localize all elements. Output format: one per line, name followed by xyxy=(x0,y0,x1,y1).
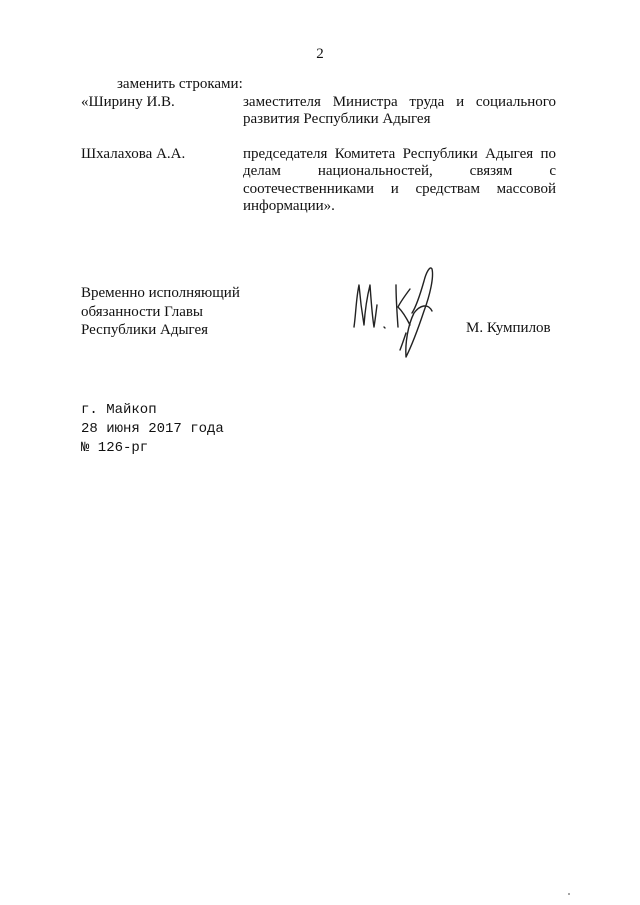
person-name: Шхалахова А.А. xyxy=(81,146,186,162)
person-name: «Ширину И.В. xyxy=(81,94,175,110)
intro-text: заменить строками: xyxy=(117,76,243,92)
document-details xyxy=(81,401,224,458)
signatory-title-line: Республики Адыгея xyxy=(81,322,209,338)
scan-speck xyxy=(568,893,570,895)
signatory-title-line: Временно исполняющий xyxy=(81,285,240,301)
document-city: г. Майкоп xyxy=(81,402,157,418)
handwritten-signature xyxy=(340,255,450,365)
document-number: № 126-рг xyxy=(81,440,149,456)
signatory-title-line: обязанности Главы xyxy=(81,303,204,320)
page-number: 2 xyxy=(316,46,324,62)
signatory-title xyxy=(81,284,240,340)
document-date: 28 июня 2017 года xyxy=(81,421,224,437)
person-position: заместителя Министра труда и социального развития Республики Адыгея xyxy=(243,94,556,128)
person-position: председателя Комитета Республики Адыгея по делам национальностей, связям с соотечественниками и средствам массовой информации». xyxy=(243,146,556,215)
signatory-name: М. Кумпилов xyxy=(466,320,551,336)
